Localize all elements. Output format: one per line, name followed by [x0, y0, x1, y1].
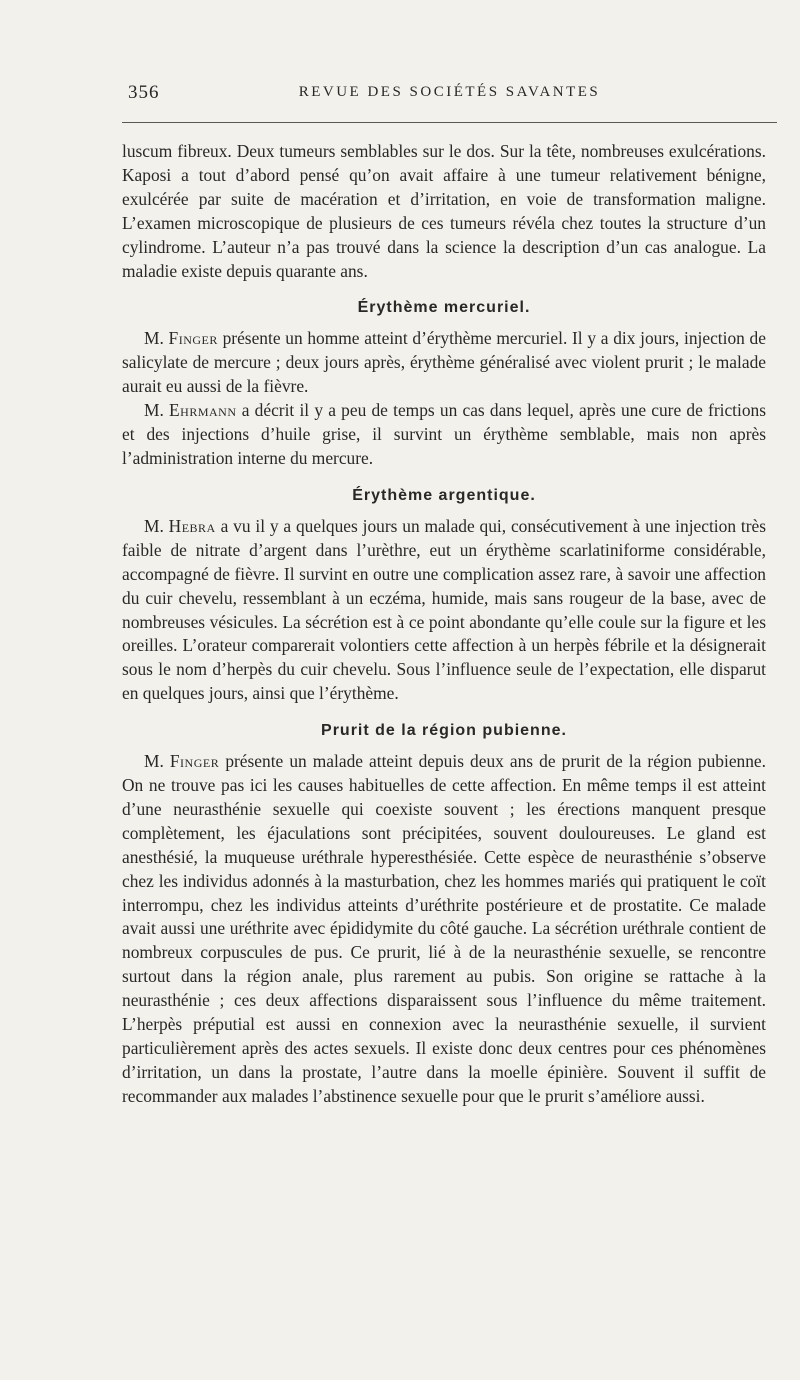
paragraph-text: présente un homme atteint d’érythème mercuriel. Il y a dix jours, injection de salicylate de mercure ; deux jours après, érythème généralisé avec violent prurit ; le malade aurait eu aussi de la fièvre. [122, 328, 766, 397]
paragraph-text: présente un malade atteint depuis deux ans de prurit de la région pubienne. On ne trouve pas ici les causes habituelles de cette affection. En même temps il est atteint d’une neurasthénie sexuelle qui coexiste souvent ; les érections manquent presque complètement, les éjaculations sont précipitées, souvent douloureuses. Le gland est anesthésié, la muqueuse uréthrale hyperesthésiée. Cette espèce de neurasthénie s’observe chez les individus adonnés à la masturbation, chez les hommes mariés qui pratiquent le coït interrompu, chez les individus atteints d’uréthrite postérieure et de prostatite. Ce malade avait aussi une uréthrite avec épididymite du côté gauche. La sécrétion uréthrale contient de nombreux corpuscules de pus. Ce prurit, lié à de la neurasthénie sexuelle, se rencontre surtout dans la région anale, plus rarement au pubis. Son origine se rattache à la neurasthénie ; ces deux affections disparaissent sous l’influence du même traitement. L’herpès préputial est aussi en connexion avec la neurasthénie sexuelle, il survient particulièrement après des actes sexuels. Il existe donc deux centres pour ces phénomènes d’irritation, un dans la prostate, l’autre dans la moelle épinière. Souvent il suffit de recommander aux malades l’abstinence sexuelle pour que le prurit s’améliore aussi. [122, 751, 766, 1106]
paragraph-finger-erytheme [122, 327, 766, 399]
title-prefix: M. [144, 515, 164, 536]
author-name: Ehrmann [169, 400, 237, 421]
paragraph-text: a vu il y a quelques jours un malade qui, consécutivement à une injection très faible de nitrate d’argent dans l’urèthre, eut un érythème scarlatiniforme considérable, accompagné de fièvre. Il survint en outre une complication assez rare, à savoir une affection du cuir chevelu, ressemblant à un eczéma, humide, mais sans rougeur de la base, avec de nombreuses vésicules. La sécrétion est à ce point abondante qu’elle coule sur la figure et les oreilles. L’orateur comparerait volontiers cette affection à un herpès fébrile et la désignerait sous le nom d’herpès du cuir chevelu. Sous l’influence seule de l’expectation, elle disparut en quelques jours, ainsi que l’érythème. [122, 515, 766, 704]
paragraph-ehrmann [122, 399, 766, 471]
author-name: Finger [169, 751, 220, 772]
paragraph-hebra [122, 515, 766, 706]
title-prefix: M. [144, 328, 164, 349]
header-rule [122, 122, 777, 123]
paragraph-finger-prurit [122, 750, 766, 1109]
article-body [122, 140, 766, 1109]
section-heading-erytheme-argentique: Érythème argentique. [352, 486, 536, 504]
author-name: Finger [168, 328, 218, 349]
title-prefix: M. [144, 751, 164, 772]
page-header [122, 82, 777, 116]
title-prefix: M. [144, 400, 164, 421]
author-name: Hebra [168, 515, 216, 536]
paragraph-continuation: luscum fibreux. Deux tumeurs semblables sur le dos. Sur la tête, nombreuses exulcérations. Kaposi a tout d’abord pensé qu’on avait affaire à une tumeur relativement bénigne, exulcérée par suite de macération et d’irritation, en voie de transformation maligne. L’examen microscopique de plusieurs de ces tumeurs révéla chez toutes la structure d’un cylindrome. L’auteur n’a pas trouvé dans la science la description d’un cas analogue. La maladie existe depuis quarante ans. [122, 141, 766, 281]
paragraph-text: a décrit il y a peu de temps un cas dans lequel, après une cure de frictions et des injections d’huile grise, il survint un érythème semblable, mais non après l’administration interne du mercure. [122, 400, 766, 468]
section-heading-erytheme-mercuriel: Érythème mercuriel. [357, 299, 531, 317]
section-heading-prurit: Prurit de la région pubienne. [321, 722, 567, 740]
page-number: 356 [128, 82, 160, 103]
running-title: REVUE DES SOCIÉTÉS SAVANTES [298, 84, 601, 100]
